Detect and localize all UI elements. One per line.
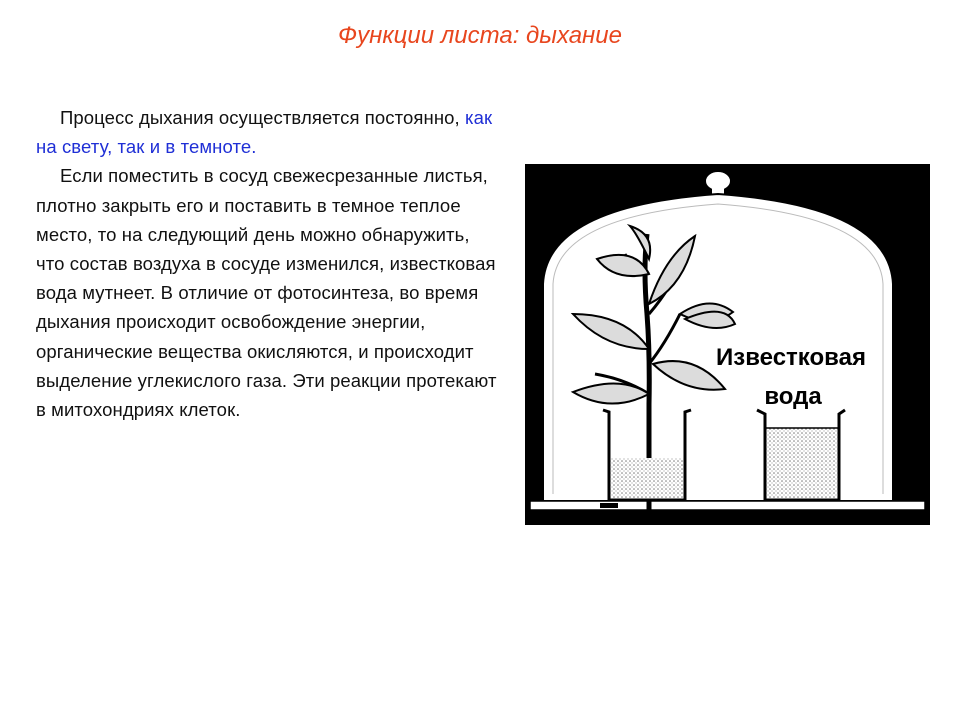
bell-jar-illustration [525,164,930,525]
slide-title: Функции листа: дыхание [338,22,622,49]
paragraph-1-highlight: как на свету, так и в темноте. [36,107,493,158]
body-text [36,103,498,424]
figure-label-line1: Известковая [716,344,866,371]
figure-label-line2: вода [764,383,822,410]
paragraph-1-text: Процесс дыхания осуществляется постоянно, [60,107,466,128]
paragraph-2: Если поместить в сосуд свежесрезанные листья, плотно закрыть его и поставить в темное теплое место, то на следующий день можно обнаружить, что состав воздуха в сосуде изменился, известковая вода мутнеет. В отличие от фотосинтеза, во время дыхания происходит освобождение энергии, органические вещества окисляются, и происходит выделение углекислого газа. Эти реакции протекают в митохондриях клеток. [36,165,497,421]
paragraph-1 [36,103,498,161]
base-plate [530,501,925,510]
